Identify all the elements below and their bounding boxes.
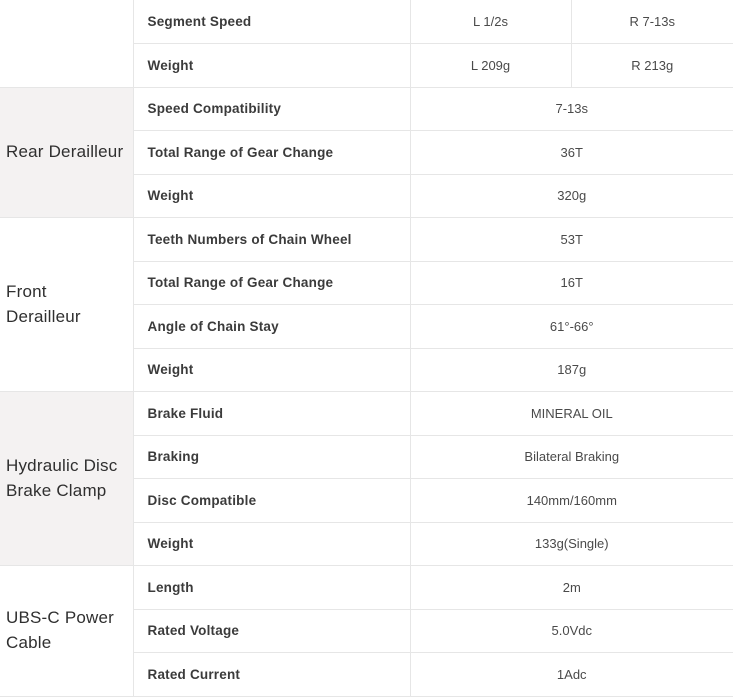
spec-value: 5.0Vdc: [410, 609, 733, 653]
group-label: [0, 0, 133, 87]
spec-value-left: L 209g: [410, 44, 571, 88]
spec-value: 16T: [410, 261, 733, 305]
spec-label: Teeth Numbers of Chain Wheel: [133, 218, 410, 262]
spec-value: 133g(Single): [410, 522, 733, 566]
group-label: UBS-C Power Cable: [0, 566, 133, 697]
spec-value: 140mm/160mm: [410, 479, 733, 523]
spec-value-left: L 1/2s: [410, 0, 571, 44]
spec-value: 36T: [410, 131, 733, 175]
spec-value-right: R 213g: [571, 44, 733, 88]
spec-value: MINERAL OIL: [410, 392, 733, 436]
spec-value: Bilateral Braking: [410, 435, 733, 479]
spec-value: 53T: [410, 218, 733, 262]
spec-label: Braking: [133, 435, 410, 479]
spec-label: Total Range of Gear Change: [133, 131, 410, 175]
spec-value: 7-13s: [410, 87, 733, 131]
spec-label: Disc Compatible: [133, 479, 410, 523]
table-row: [0, 218, 733, 262]
spec-value: 320g: [410, 174, 733, 218]
spec-label: Segment Speed: [133, 0, 410, 44]
spec-label: Weight: [133, 348, 410, 392]
spec-label: Rated Voltage: [133, 609, 410, 653]
group-label: Rear Derailleur: [0, 87, 133, 218]
spec-value: 187g: [410, 348, 733, 392]
spec-label: Rated Current: [133, 653, 410, 697]
spec-label: Weight: [133, 522, 410, 566]
spec-value: 1Adc: [410, 653, 733, 697]
spec-label: Weight: [133, 174, 410, 218]
table-row: [0, 87, 733, 131]
spec-value: 2m: [410, 566, 733, 610]
spec-label: Length: [133, 566, 410, 610]
group-label: Front Derailleur: [0, 218, 133, 392]
spec-value: 61°-66°: [410, 305, 733, 349]
spec-value-right: R 7-13s: [571, 0, 733, 44]
table-row: [0, 566, 733, 610]
spec-label: Weight: [133, 44, 410, 88]
spec-label: Brake Fluid: [133, 392, 410, 436]
table-row: [0, 392, 733, 436]
table-row: [0, 0, 733, 44]
spec-label: Total Range of Gear Change: [133, 261, 410, 305]
spec-label: Angle of Chain Stay: [133, 305, 410, 349]
group-label: Hydraulic Disc Brake Clamp: [0, 392, 133, 566]
spec-label: Speed Compatibility: [133, 87, 410, 131]
